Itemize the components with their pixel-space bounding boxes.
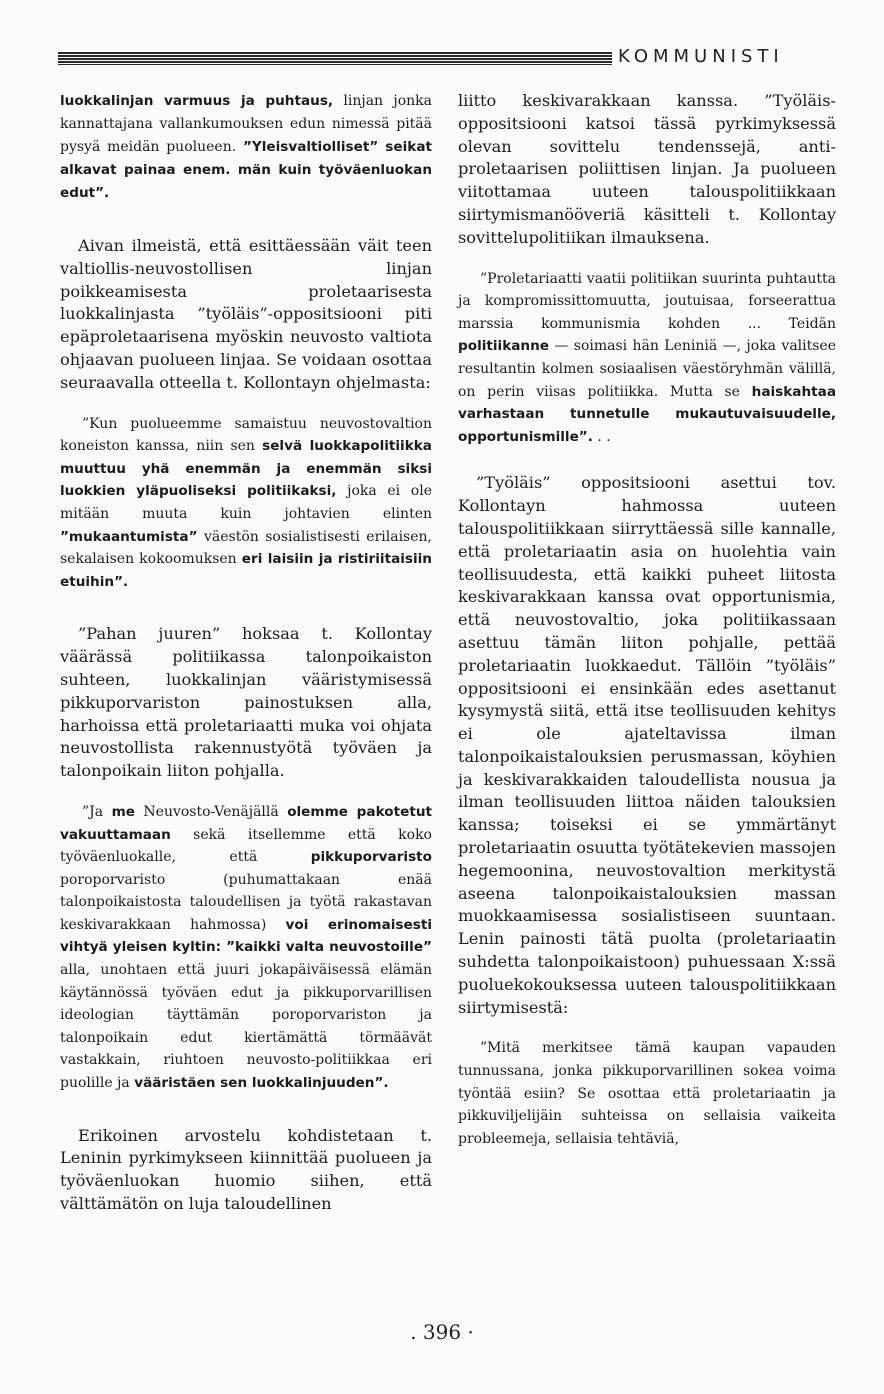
emphasized-text: olemme pakotetut vakuuttamaan xyxy=(60,803,432,843)
paragraph xyxy=(458,90,836,250)
emphasized-text: haiskahtaa varhastaan tunnetulle mukautuvaisuudelle, opportunismille”. xyxy=(458,383,836,445)
quote-paragraph xyxy=(458,1037,836,1150)
paragraph xyxy=(458,472,836,1019)
text-run: ”Proletariaatti vaatii politiikan suurinta puhtautta ja kompromissittomuutta, joutuisaa, forseerattua marssia kommunismia kohden ... Teidän xyxy=(458,270,836,332)
text-run: alla, unohtaen että juuri jokapäiväisessä elämän käytännössä työväen edut ja pikkuporvarillisen ideologian täyttämän poroporvariston ja talonpoikain edut kiertämättä törmäävät vastakkain, riuhtoen neuvosto-politiikkaa eri puolille ja xyxy=(60,962,432,1092)
page-number: . 396 · xyxy=(410,1320,474,1344)
text-run: sekä itsellemme että koko työväenluokalle, että xyxy=(60,826,432,866)
paragraph xyxy=(60,90,432,205)
text-run: . . xyxy=(592,428,611,445)
emphasized-text: voi erinomaisesti vihtyä yleisen kyltin: ”kaikki valta neuvostoille” xyxy=(60,916,432,956)
text-run: Neuvosto-Venäjällä xyxy=(134,803,288,820)
text-run: poroporvaristo (puhumattakaan enää talonpoikaistosta taloudellisen ja työtä rakastavan keskivarakkaan hahmossa) xyxy=(60,871,432,933)
left-column xyxy=(60,90,432,1216)
emphasized-text: ”Yleisvaltiolliset” seikat alkavat painaa enem. män kuin työväenluokan edut”. xyxy=(60,139,432,201)
paragraph xyxy=(60,623,432,783)
quote-paragraph xyxy=(60,801,432,1095)
emphasized-text: ”mukaantumista” xyxy=(60,528,198,545)
paragraph xyxy=(60,235,432,395)
text-run: ”Ja xyxy=(82,803,112,820)
text-run: joka ei ole mitään muuta kuin johtavien elinten xyxy=(60,483,432,522)
text-run: — soimasi hän Leniniä —, joka valitsee resultantin kolmen sosiaalisen väestöryhmän välillä, on perin viisas politiikka. Mutta se xyxy=(458,338,836,400)
text-run: liitto keskivarakkaan kanssa. ”Työläis-oppositsiooni katsoi tässä pyrkimyksessä olevan sovittelu tendenssejä, anti-proletaarisen poliittisen linjan. Ja puolueen viitottamaa uuteen talouspolitiikkaan siirtymismanööveriä käsitteli t. Kollontay sovittelupolitiikan ilmauksena. xyxy=(458,91,836,247)
text-run: Erikoinen arvostelu kohdistetaan t. Leninin pyrkimykseen kiinnittää puolueen ja työväenluokan huomio siihen, että välttämätön on luja taloudellinen xyxy=(60,1125,432,1214)
journal-title: KOMMUNISTI xyxy=(618,46,784,67)
emphasized-text: luokkalinjan varmuus ja puhtaus, xyxy=(60,93,334,109)
quote-paragraph xyxy=(60,413,432,594)
emphasized-text: politiikanne xyxy=(458,338,549,355)
emphasized-text: eri laisiin ja ristiriitaisiin etuihin”. xyxy=(60,551,432,590)
text-run: Aivan ilmeistä, että esittäessään väit teen valtiollis-neuvostollisen linjan poikkeamisesta proletaarisesta luokkalinjasta ”työläis”-oppositsiooni piti epäproletaarisena myöskin neuvosto valtiota ohjaavan puolueen linjaa. Se voidaan osottaa seuraavalla otteella t. Kollontayn ohjelmasta: xyxy=(60,236,432,392)
emphasized-text: vääristäen sen luokkalinjuuden”. xyxy=(134,1075,389,1092)
paragraph xyxy=(60,1125,432,1216)
emphasized-text: me xyxy=(111,803,135,820)
text-run: ”Työläis” oppositsiooni asettui tov. Kollontayn hahmossa uuteen talouspolitiikkaan siirryttäessä sille kannalle, että proletariaatin asia on huolehtia vain teollisuudesta, että kaikki puheet liitosta keskivarakkaan kanssa ovat opportunismia, että neuvostovaltio, joka politiikassaan asettuu tämän liiton pohjalle, pettää proletariaatin luokkaedut. Tällöin ”työläis” oppositsiooni ei ensinkään edes asettanut kysymystä siitä, että itse teollisuuden kehitys ei ole ajateltavissa ilman talonpoikaistalouksien perusmassan, köyhien ja keskivarakkaiden taloudellista nousua ja ilman teollisuuden liittoa näiden talouksien kanssa; toiseksi ei se ymmärtänyt proletariaatin osuutta työtätekevien massojen hegemoonina, neuvostovaltion merkitystä aseena talonpoikaistalouksien massan muokkaamisessa sosialistiseen suuntaan. Lenin painosti tätä puolta (proletariaatin suhdetta talonpoikaistoon) puhuessaan X:ssä puoluekokouksessa uuteen talouspolitiikkaan siirtymisestä: xyxy=(458,473,836,1017)
emphasized-text: selvä luokkapolitiikka muuttuu yhä enemmän ja enemmän siksi luokkien yläpuoliseksi politiikaksi, xyxy=(60,438,432,500)
text-run: väestön sosialistisesti erilaisen, sekalaisen kokoomuksen xyxy=(60,528,432,568)
header-rule xyxy=(58,52,612,65)
quote-paragraph xyxy=(458,268,836,449)
text-run: linjan jonka kannattajana vallankumouksen edun nimessä pitää pysyä meidän puolueen. xyxy=(60,93,432,155)
text-run: ”Mitä merkitsee tämä kaupan vapauden tunnussana, jonka pikkuporvarillinen sokea voima työntää esiin? Se osottaa että proletariaatin ja pikkuviljelijäin suhteissa on sellaisia vaikeita probleemeja, sellaisia tehtäviä, xyxy=(458,1040,836,1147)
emphasized-text: pikkuporvaristo xyxy=(310,849,432,866)
text-run: ”Pahan juuren” hoksaa t. Kollontay väärässä politiikassa talonpoikaiston suhteen, luokkalinjan vääristymisessä pikkuporvariston painostuksen alla, harhoissa että proletariaatti muka voi ohjata neuvostollista rakennustyötä työväen ja talonpoikain liiton pohjalla. xyxy=(60,624,432,781)
text-run: ”Kun puolueemme samaistuu neuvostovaltion koneiston kanssa, niin sen xyxy=(60,415,432,455)
right-column xyxy=(458,90,836,1150)
